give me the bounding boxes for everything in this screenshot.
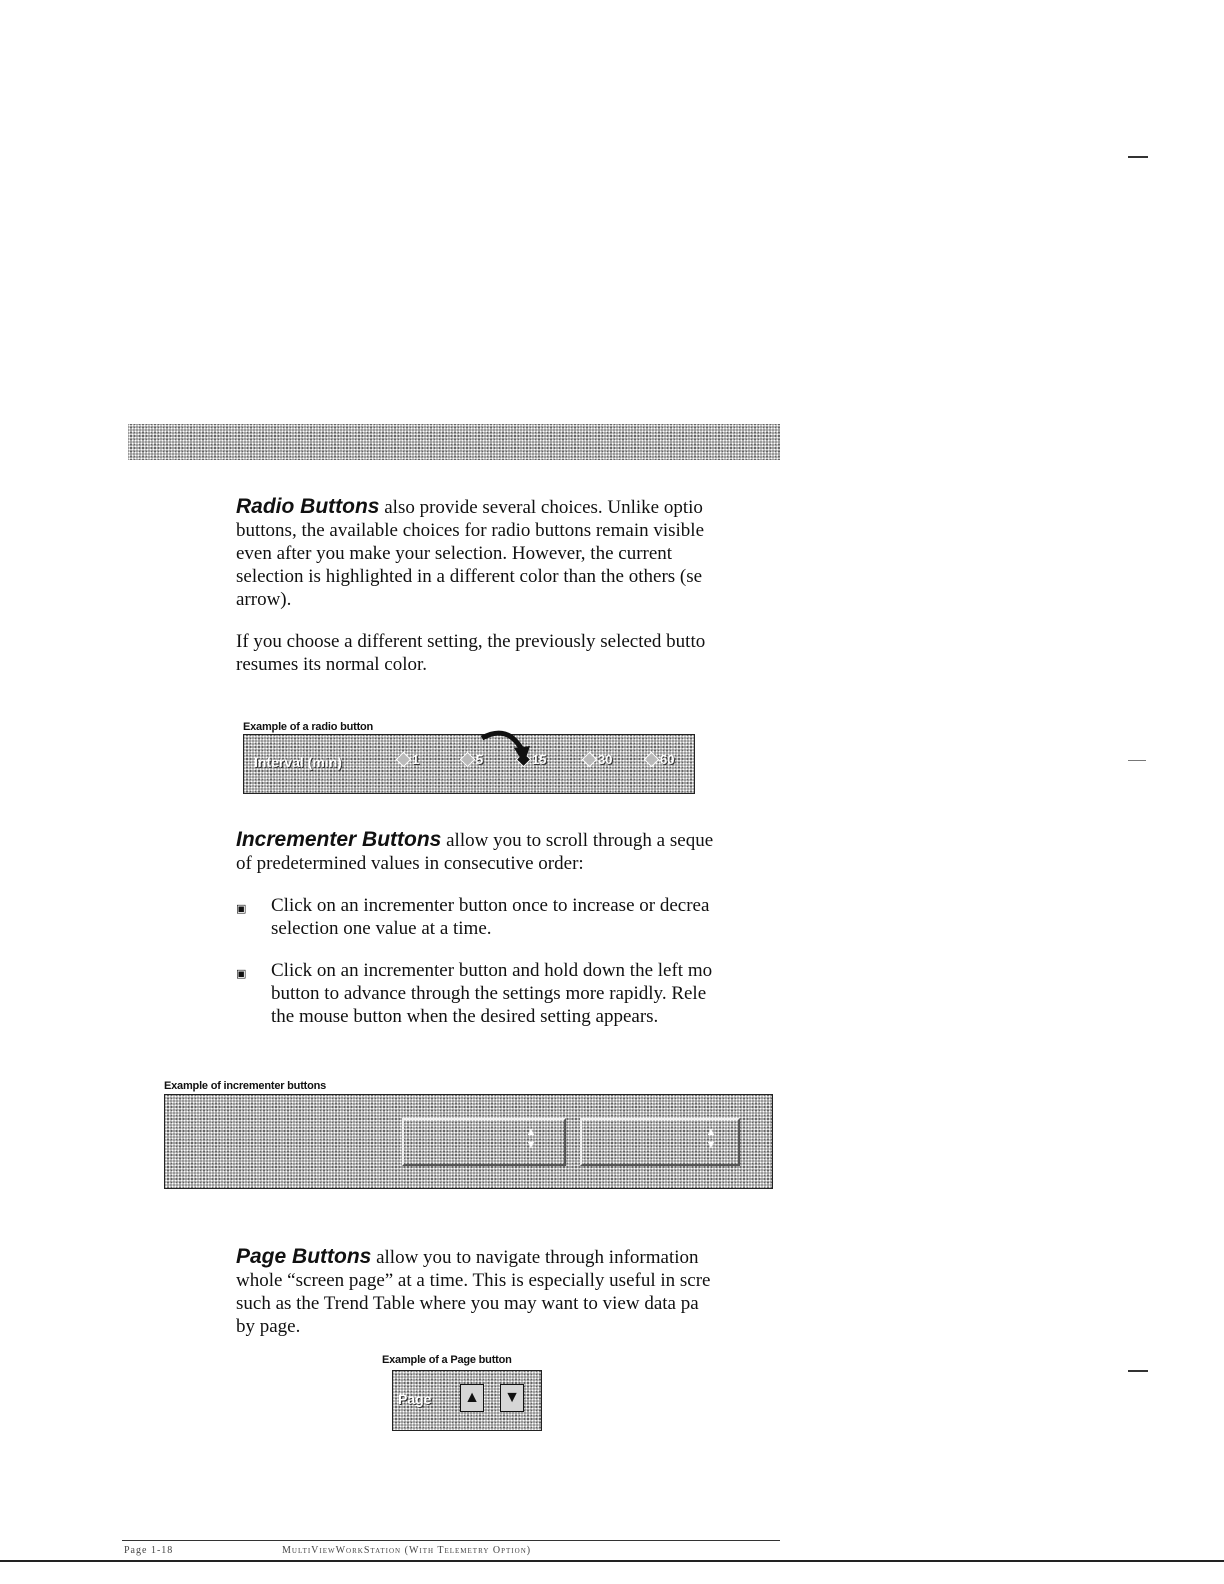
radio-diamond-icon — [460, 752, 476, 768]
incrementer-bullet-1: ▣ Click on an incrementer button once to increase or decrea selection one value at a time. — [236, 895, 710, 939]
section-header-bar — [128, 424, 780, 460]
radio-diamond-icon — [396, 752, 412, 768]
page-buttons-lead: Page Buttons — [236, 1245, 372, 1268]
radio-button-caption: Example of a radio button — [243, 721, 374, 733]
incrementer-caption: Example of incrementer buttons — [164, 1080, 327, 1092]
page-up-icon: ▲ — [464, 1389, 480, 1406]
page-down-button[interactable] — [500, 1384, 524, 1412]
page-bottom-edge — [0, 1560, 1224, 1562]
page-down-icon: ▼ — [504, 1389, 520, 1406]
margin-mark — [1128, 156, 1148, 158]
incrementer-buttons-paragraph: Incrementer Buttons allow you to scroll through a seque of predetermined values in consecutive order: — [236, 828, 714, 874]
radio-option-5[interactable]: 5 — [462, 752, 483, 767]
page-buttons-paragraph: Page Buttons allow you to navigate through information whole “screen page” at a time. This is especially useful in scre such as the Trend Table where you may want to view data pa by page. — [236, 1245, 711, 1337]
radio-widget-label: Interval (min) — [254, 754, 342, 770]
footer-title: MultiViewWorkStation (With Telemetry Option) — [282, 1545, 532, 1556]
page-widget-label: Page — [398, 1391, 432, 1407]
page-up-button[interactable] — [460, 1384, 484, 1412]
incrementer-bullet-2: ▣ Click on an incrementer button and hold down the left mo button to advance through the settings more rapidly. Rele the mouse button when the desired setting appears. — [236, 960, 713, 1027]
bullet-icon: ▣ — [236, 967, 247, 980]
margin-mark — [1128, 1370, 1148, 1372]
radio-buttons-paragraph: Radio Buttons also provide several choices. Unlike optio buttons, the available choices for radio buttons remain visible even after you make your selection. However, the current selection is highlighted in a different color than the others (se arrow). — [236, 495, 705, 610]
footer-page-number: Page 1-18 — [124, 1545, 174, 1556]
footer-rule — [122, 1540, 780, 1541]
radio-buttons-paragraph-2: If you choose a different setting, the previously selected butto resumes its normal color. — [236, 631, 706, 675]
incrementer-arrows-1-icon[interactable] — [520, 1122, 542, 1156]
radio-buttons-lead: Radio Buttons — [236, 495, 380, 518]
pointer-arrow-icon — [478, 724, 538, 768]
bullet-icon: ▣ — [236, 902, 247, 915]
radio-option-60[interactable]: 60 — [646, 752, 674, 767]
radio-option-1[interactable]: 1 — [398, 752, 419, 767]
increment-down-icon[interactable]: ▼ — [525, 1139, 537, 1151]
increment-up-icon[interactable]: ▲ — [525, 1126, 537, 1138]
radio-diamond-icon — [644, 752, 660, 768]
radio-diamond-icon — [582, 752, 598, 768]
radio-option-15-selected[interactable]: 15 — [518, 752, 546, 767]
incrementer-buttons-lead: Incrementer Buttons — [236, 828, 442, 851]
incrementer-arrows-2-icon[interactable] — [700, 1122, 722, 1156]
increment-up-icon[interactable]: ▲ — [705, 1126, 717, 1138]
radio-option-30[interactable]: 30 — [584, 752, 612, 767]
margin-mark — [1128, 760, 1146, 761]
page-button-caption: Example of a Page button — [382, 1354, 512, 1366]
increment-down-icon[interactable]: ▼ — [705, 1139, 717, 1151]
